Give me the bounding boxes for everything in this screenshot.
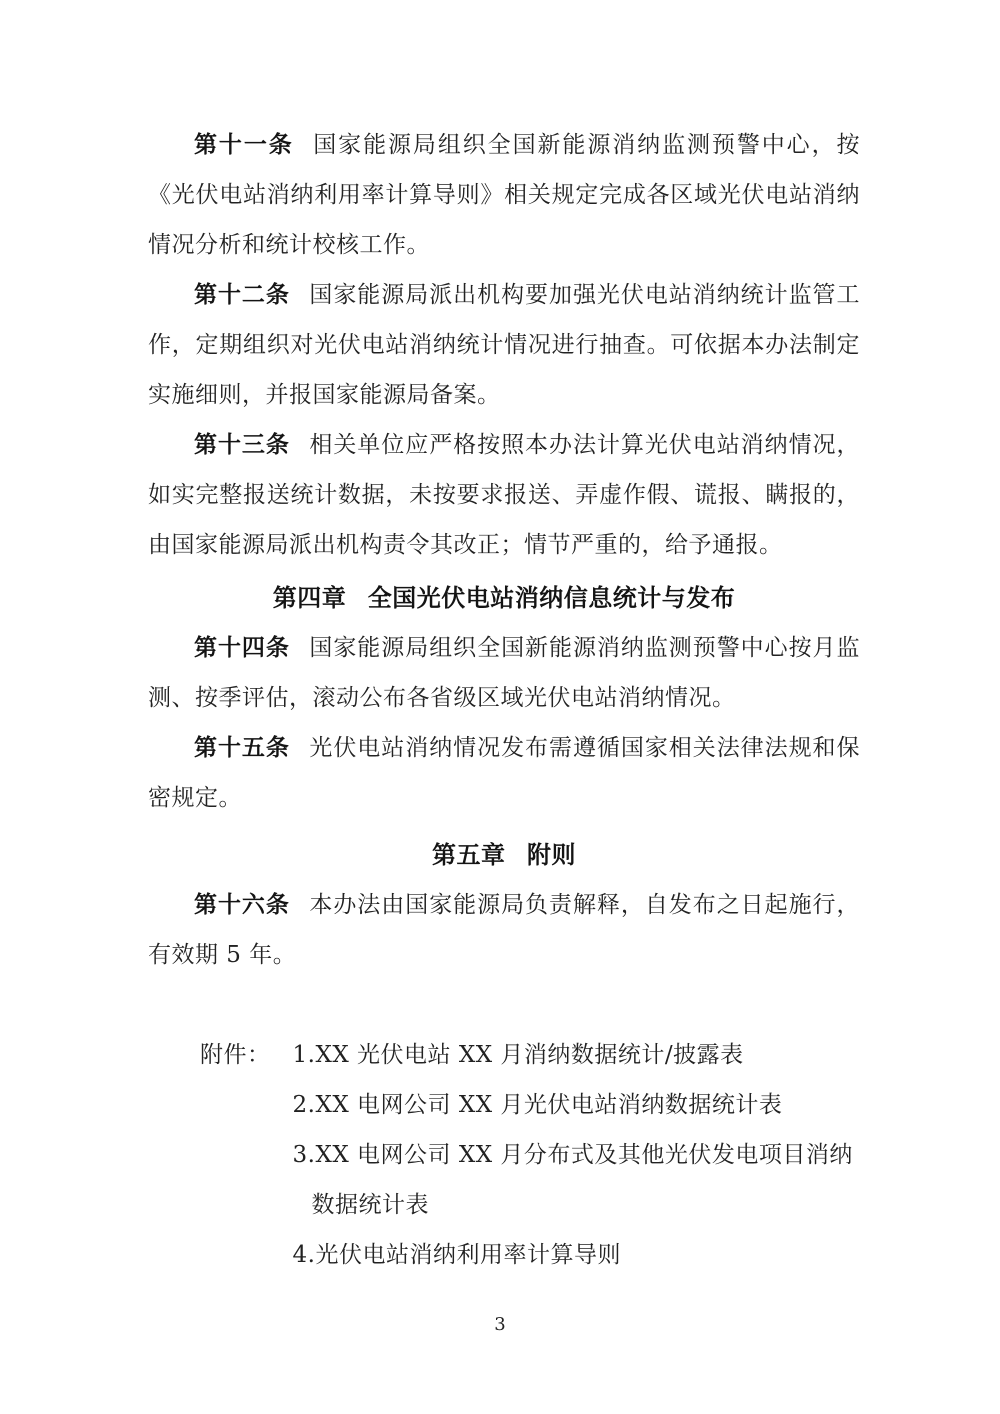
document-body [148,120,860,1280]
article-text: 国家能源局组织全国新能源消纳监测预警中心按月监测、按季评估，滚动公布各省级区域光伏电站消纳情况。 [148,635,861,711]
attachments-label: 附件： [200,1042,271,1068]
article-number: 第十一条 [194,132,294,158]
article-number: 第十五条 [194,735,290,761]
article-number: 第十四条 [194,635,290,661]
attachment-item: 1.XX 光伏电站 XX 月消纳数据统计/披露表 [292,1042,744,1068]
article-16-paragraph [148,880,860,980]
article-15-paragraph [148,723,860,823]
chapter-title: 附则 [527,841,577,869]
chapter-5-heading [148,830,860,880]
attachments-block [200,1030,860,1280]
article-number: 第十二条 [194,282,290,308]
attachment-item: 2.XX 电网公司 XX 月光伏电站消纳数据统计表 [292,1092,783,1118]
article-text: 本办法由国家能源局负责解释，自发布之日起施行，有效期 5 年。 [148,892,861,968]
article-number: 第十三条 [194,432,290,458]
article-11-paragraph [148,120,860,270]
article-number: 第十六条 [194,892,290,918]
article-13-paragraph [148,420,860,570]
article-12-paragraph [148,270,860,420]
article-text: 光伏电站消纳情况发布需遵循国家相关法律法规和保密规定。 [148,735,861,811]
article-text: 相关单位应严格按照本办法计算光伏电站消纳情况，如实完整报送统计数据，未按要求报送、弄虚作假、谎报、瞒报的，由国家能源局派出机构责令其改正；情节严重的，给予通报。 [148,432,861,558]
attachment-item: 3.XX 电网公司 XX 月分布式及其他光伏发电项目消纳数据统计表 [292,1142,853,1218]
article-14-paragraph [148,623,860,723]
chapter-number: 第四章 [272,584,347,612]
page-number: 3 [494,1314,506,1335]
attachment-item: 4.光伏电站消纳利用率计算导则 [292,1242,621,1268]
article-text: 国家能源局组织全国新能源消纳监测预警中心，按《光伏电站消纳利用率计算导则》相关规定完成各区域光伏电站消纳情况分析和统计校核工作。 [148,132,861,258]
chapter-number: 第五章 [431,841,506,869]
attachments-list [293,1030,860,1280]
chapter-4-heading [148,573,860,623]
article-text: 国家能源局派出机构要加强光伏电站消纳统计监管工作，定期组织对光伏电站消纳统计情况进行抽查。可依据本办法制定实施细则，并报国家能源局备案。 [148,282,861,408]
chapter-title: 全国光伏电站消纳信息统计与发布 [367,584,736,612]
